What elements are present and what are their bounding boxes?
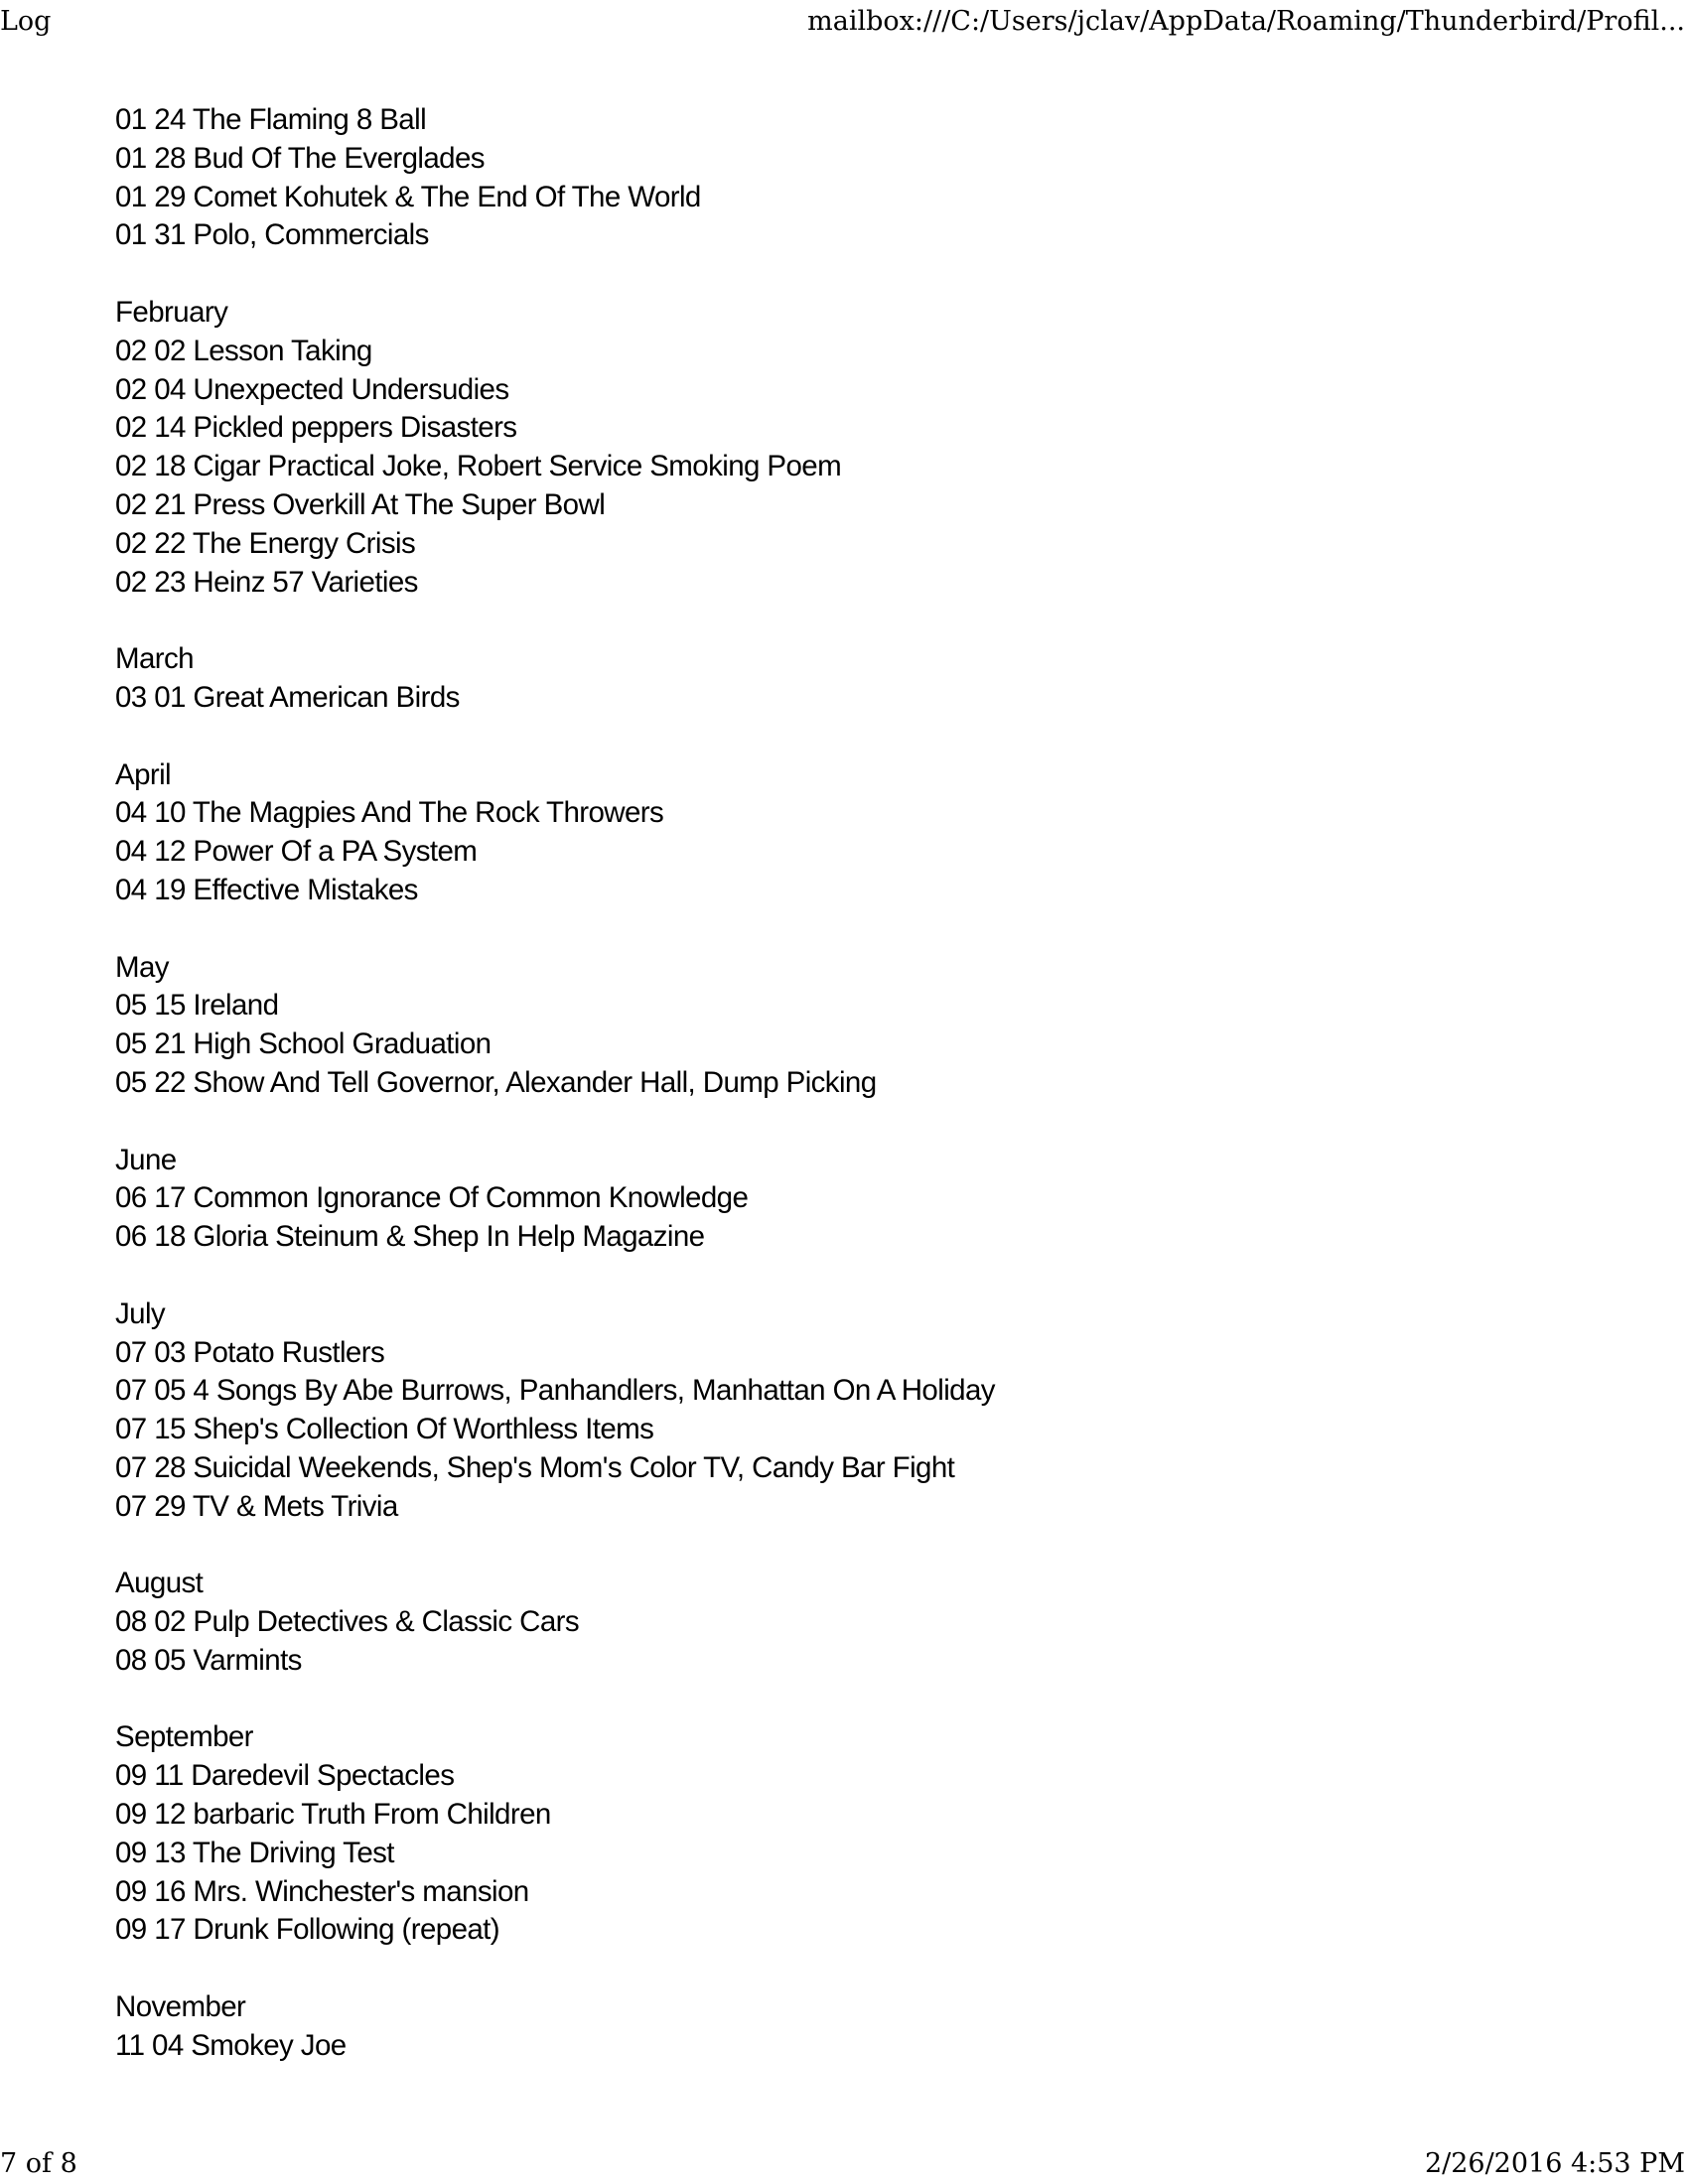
page-number: 7 of 8 bbox=[0, 2148, 77, 2179]
list-item: 06 17 Common Ignorance Of Common Knowledge bbox=[115, 1181, 749, 1215]
month-heading: April bbox=[115, 757, 172, 791]
list-item: 06 18 Gloria Steinum & Shep In Help Magazine bbox=[115, 1220, 705, 1254]
section-spacer bbox=[115, 1681, 1605, 1719]
list-item: 01 29 Comet Kohutek & The End Of The World bbox=[115, 180, 701, 213]
section-spacer bbox=[115, 1950, 1605, 1988]
section-spacer bbox=[115, 1526, 1605, 1565]
list-item: 09 16 Mrs. Winchester's mansion bbox=[115, 1874, 529, 1908]
list-item: 07 15 Shep's Collection Of Worthless Items bbox=[115, 1413, 654, 1446]
list-item: 04 12 Power Of a PA System bbox=[115, 835, 478, 869]
section-spacer bbox=[115, 718, 1605, 756]
list-item: 02 21 Press Overkill At The Super Bowl bbox=[115, 487, 606, 521]
list-item: 07 28 Suicidal Weekends, Shep's Mom's Color TV, Candy Bar Fight bbox=[115, 1450, 955, 1484]
list-item: 09 11 Daredevil Spectacles bbox=[115, 1759, 455, 1793]
list-item: 01 31 Polo, Commercials bbox=[115, 218, 429, 252]
month-heading: August bbox=[115, 1567, 204, 1600]
list-item: 02 04 Unexpected Undersudies bbox=[115, 372, 509, 406]
section-spacer bbox=[115, 1103, 1605, 1142]
list-item: 02 18 Cigar Practical Joke, Robert Service Smoking Poem bbox=[115, 450, 842, 483]
month-heading: July bbox=[115, 1297, 166, 1330]
page-header-title: Log bbox=[0, 6, 52, 37]
list-item: 02 22 The Energy Crisis bbox=[115, 526, 416, 560]
month-heading: March bbox=[115, 642, 194, 676]
list-item: 03 01 Great American Birds bbox=[115, 680, 460, 714]
month-heading: November bbox=[115, 1990, 246, 2024]
list-item: 01 28 Bud Of The Everglades bbox=[115, 141, 485, 175]
page-header-url: mailbox:///C:/Users/jclav/AppData/Roaming/Thunderbird/Profil... bbox=[807, 6, 1685, 37]
list-item: 09 12 barbaric Truth From Children bbox=[115, 1798, 551, 1832]
section-spacer bbox=[115, 1257, 1605, 1296]
list-item: 09 13 The Driving Test bbox=[115, 1836, 394, 1869]
list-item: 01 24 The Flaming 8 Ball bbox=[115, 103, 427, 136]
month-heading: February bbox=[115, 295, 228, 329]
list-item: 04 10 The Magpies And The Rock Throwers bbox=[115, 796, 664, 830]
episode-log-list bbox=[115, 101, 1605, 2066]
list-item: 07 03 Potato Rustlers bbox=[115, 1335, 385, 1369]
list-item: 08 02 Pulp Detectives & Classic Cars bbox=[115, 1605, 579, 1639]
list-item: 09 17 Drunk Following (repeat) bbox=[115, 1913, 500, 1947]
month-heading: May bbox=[115, 950, 169, 984]
list-item: 05 22 Show And Tell Governor, Alexander Hall, Dump Picking bbox=[115, 1065, 877, 1099]
list-item: 05 21 High School Graduation bbox=[115, 1027, 492, 1061]
list-item: 11 04 Smokey Joe bbox=[115, 2028, 347, 2062]
list-item: 07 29 TV & Mets Trivia bbox=[115, 1489, 398, 1523]
month-heading: June bbox=[115, 1143, 177, 1176]
section-spacer bbox=[115, 255, 1605, 294]
list-item: 02 14 Pickled peppers Disasters bbox=[115, 411, 517, 445]
list-item: 07 05 4 Songs By Abe Burrows, Panhandlers, Manhattan On A Holiday bbox=[115, 1374, 995, 1408]
month-heading: September bbox=[115, 1720, 253, 1754]
list-item: 05 15 Ireland bbox=[115, 989, 279, 1023]
section-spacer bbox=[115, 910, 1605, 949]
list-item: 08 05 Varmints bbox=[115, 1643, 302, 1677]
print-datetime: 2/26/2016 4:53 PM bbox=[1424, 2148, 1685, 2179]
list-item: 02 23 Heinz 57 Varieties bbox=[115, 565, 418, 599]
list-item: 04 19 Effective Mistakes bbox=[115, 873, 418, 906]
list-item: 02 02 Lesson Taking bbox=[115, 334, 372, 367]
section-spacer bbox=[115, 602, 1605, 640]
